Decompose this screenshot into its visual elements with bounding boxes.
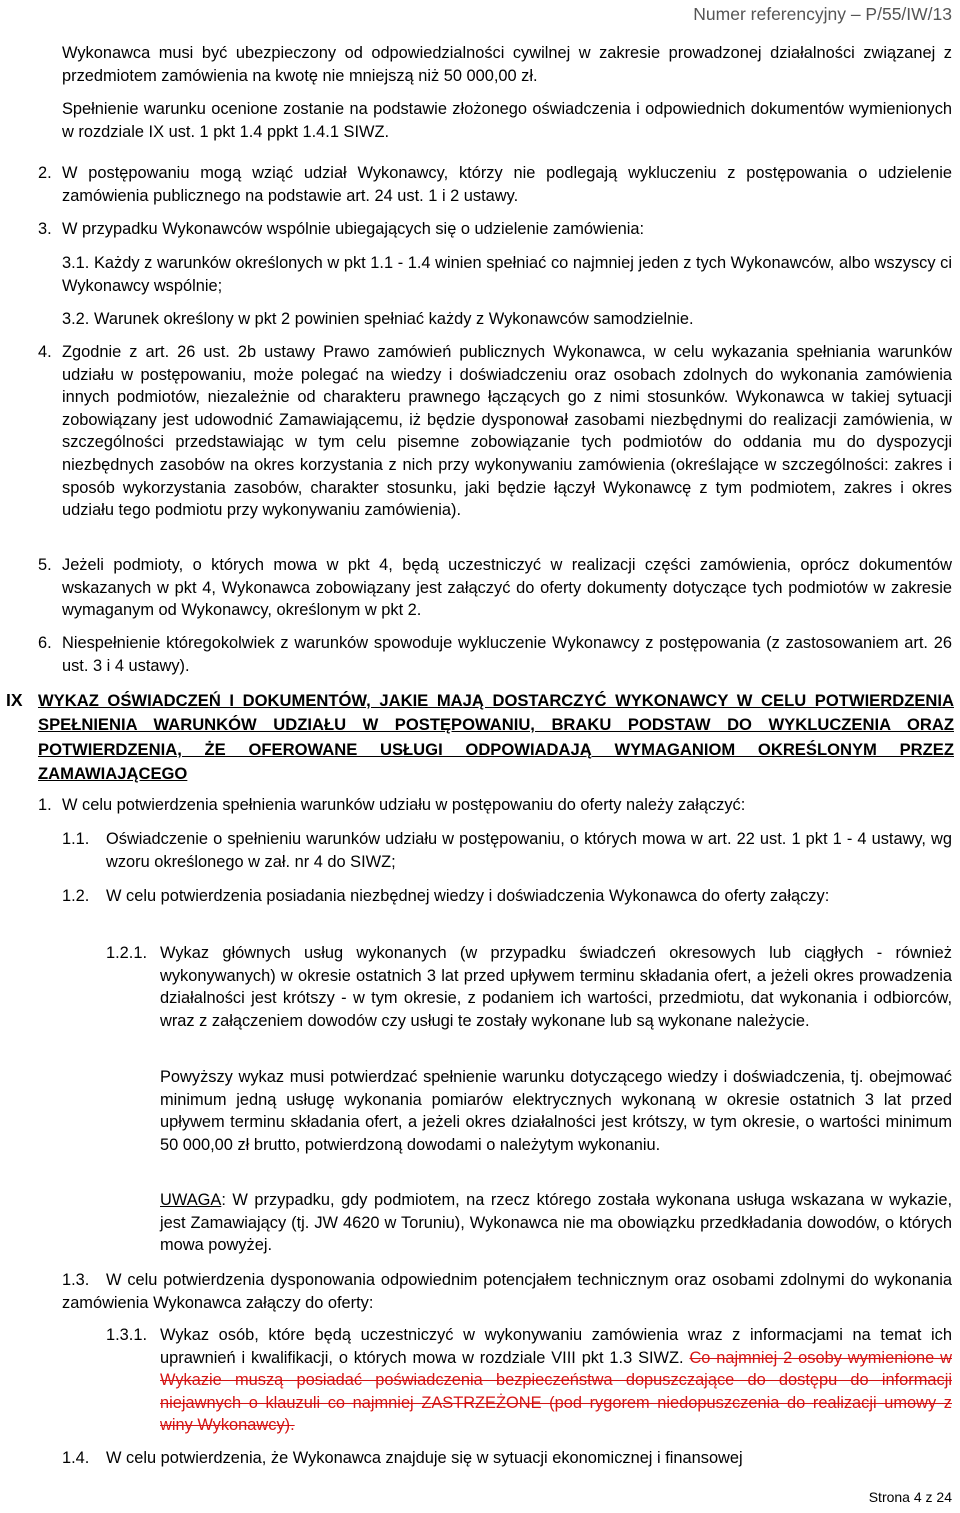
item-5-text: Jeżeli podmioty, o których mowa w pkt 4, będą uczestniczyć w realizacji części zamówienia, oprócz dokumentów wskazanych w pkt 4, Wykonawca zobowiązany jest załączyć do oferty dokumenty dotyczące tych podmiotów w zakresie wymaganym od Wykonawcy, określonym w pkt 2. (62, 556, 952, 620)
item-number: 5. (38, 556, 52, 574)
item-number: 1.2.1. (106, 944, 148, 962)
document-reference-number: Numer referencyjny – P/55/IW/13 (693, 4, 952, 24)
uwaga-text: : W przypadku, gdy podmiotem, na rzecz którego została wykonana usługa wskazana w wykazie, jest Zamawiający (tj. JW 4620 w Toruniu), Wykonawca nie ma obowiązku przedkładania dowodów, o których mowa powyżej. (160, 1191, 952, 1255)
item-number: 4. (38, 343, 52, 361)
ix-1-text: W celu potwierdzenia spełnienia warunków udziału w postępowaniu do oferty należy załączyć: (62, 796, 746, 814)
item-number: 3. (38, 220, 52, 238)
item-number: 1.1. (62, 830, 90, 848)
ix-1-2-1-requirement: Powyższy wykaz musi potwierdzać spełnienie warunku dotyczącego wiedzy i doświadczenia, tj. obejmować minimum jedną usługę wykonania pomiarów elektrycznych wykonaną w okresie ostatnich 3 lat przed upływem terminu składania ofert, a jeżeli okres działalności jest krótszy, w tym okresie, o wartości minimum 50 000,00 zł brutto, potwierdzoną dowodami o należytym wykonaniu. (160, 1068, 952, 1154)
deleted-text: Co najmniej 2 osoby wymienione w Wykazie muszą posiadać poświadczenia bezpieczeństwa dopuszczające do dostępu do informacji niejawnych o klauzuli co najmniej ZASTRZEŻONE (pod rygorem niedopuszczenia do realizacji umowy z winy Wykonawcy). (160, 1348, 952, 1435)
section-number: IX (6, 690, 23, 710)
ix-1-2-text: W celu potwierdzenia posiadania niezbędnej wiedzy i doświadczenia Wykonawca do oferty załączy: (106, 887, 830, 905)
item-4-text: Zgodnie z art. 26 ust. 2b ustawy Prawo zamówień publicznych Wykonawca, w celu wykazania spełniania warunków udziału w postępowaniu, może polegać na wiedzy i doświadczeniu oraz osobach zdolnych do wykonania zamówienia innych podmiotów, niezależnie od charakteru prawnego łączących go z nimi stosunków. Wykonawca w takiej sytuacji zobowiązany jest udowodnić Zamawiającemu, iż będzie dysponował zasobami niezbędnymi do realizacji zamówienia, w szczególności przedstawiając w tym celu pisemne zobowiązanie tych podmiotów do oddania mu do dyspozycji niezbędnych zasobów na okres korzystania z nich przy wykonywaniu zamówienia (określające w szczególności: zakres i sposób wykorzystania zasobów, charakter stosunku, jaki będzie łączył Wykonawcę z tym podmiotem, zakres i okres udziału tego podmiotu przy wykonywaniu zamówienia). (62, 343, 952, 520)
item-number: 1. (38, 796, 52, 814)
item-number: 6. (38, 634, 52, 652)
item-3-text: W przypadku Wykonawców wspólnie ubiegających się o udzielenie zamówienia: (62, 220, 645, 238)
insurance-paragraph: Wykonawca musi być ubezpieczony od odpowiedzialności cywilnej w zakresie prowadzonej działalności związanej z przedmiotem zamówienia na kwotę nie mniejszą niż 50 000,00 zł. (62, 44, 952, 85)
item-number: 1.2. (62, 887, 90, 905)
ix-1-1-text: Oświadczenie o spełnieniu warunków udziału w postępowaniu, o których mowa w art. 22 ust. 1 pkt 1 - 4 ustawy, wg wzoru określonego w zał. nr 4 do SIWZ; (106, 830, 952, 871)
ix-1-3-1-main: Wykaz osób, które będą uczestniczyć w wykonywaniu zamówienia wraz z informacjami na temat ich uprawnień i kwalifikacji, o których mowa w rozdziale VIII pkt 1.3 SIWZ. (160, 1326, 952, 1367)
item-3-1-text: Każdy z warunków określonych w pkt 1.1 - 1.4 winien spełniać co najmniej jeden z tych Wykonawców, albo wszyscy ci Wykonawcy wspólnie; (62, 254, 952, 295)
item-number: 3.1. (62, 254, 90, 272)
ix-1-3-text: W celu potwierdzenia dysponowania odpowiednim potencjałem technicznym oraz osobami zdolnymi do wykonania zamówienia Wykonawca załączy do oferty: (62, 1271, 952, 1312)
item-number: 1.3. (62, 1271, 90, 1289)
item-number: 1.4. (62, 1449, 90, 1467)
item-number: 2. (38, 164, 52, 182)
ix-1-4-text: W celu potwierdzenia, że Wykonawca znajduje się w sytuacji ekonomicznej i finansowej (106, 1449, 743, 1467)
uwaga-label: UWAGA (160, 1191, 222, 1209)
assessment-paragraph: Spełnienie warunku ocenione zostanie na podstawie złożonego oświadczenia i odpowiednich dokumentów wymienionych w rozdziale IX ust. 1 pkt 1.4 ppkt 1.4.1 SIWZ. (62, 100, 952, 141)
ix-1-3-1-text (160, 1324, 952, 1437)
item-6-text: Niespełnienie któregokolwiek z warunków spowoduje wykluczenie Wykonawcy z postępowania (z zastosowaniem art. 26 ust. 3 i 4 ustawy). (62, 634, 952, 675)
section-heading: WYKAZ OŚWIADCZEŃ I DOKUMENTÓW, JAKIE MAJĄ DOSTARCZYĆ WYKONAWCY W CELU POTWIERDZENIA SPEŁNIENIA WARUNKÓW UDZIAŁU W POSTĘPOWANIU, BRAKU PODSTAW DO WYKLUCZENIA ORAZ POTWIERDZENIA, ŻE OFEROWANE USŁUGI ODPOWIADAJĄ WYMAGANIOM OKREŚLONYM PRZEZ ZAMAWIAJĄCEGO (38, 691, 954, 784)
item-number: 3.2. (62, 310, 90, 328)
item-2-text: W postępowaniu mogą wziąć udział Wykonawcy, którzy nie podlegają wykluczeniu z postępowania o udzielenie zamówienia publicznego na podstawie art. 24 ust. 1 i 2 ustawy. (62, 164, 952, 205)
page-number: Strona 4 z 24 (868, 1489, 952, 1505)
item-number: 1.3.1. (106, 1326, 148, 1344)
uwaga-note (160, 1189, 952, 1257)
item-3-2-text: Warunek określony w pkt 2 powinien spełniać każdy z Wykonawców samodzielnie. (94, 310, 694, 328)
ix-1-2-1-text: Wykaz głównych usług wykonanych (w przypadku świadczeń okresowych lub ciągłych - również wykonywanych) w okresie ostatnich 3 lat przed upływem terminu składania ofert, a jeżeli okres prowadzenia działalności jest krótszy - w tym okresie, z podaniem ich wartości, przedmiotu, dat wykonania i odbiorców, wraz z załączeniem dowodów czy usługi te zostały wykonane lub są wykonane należycie. (160, 944, 952, 1030)
